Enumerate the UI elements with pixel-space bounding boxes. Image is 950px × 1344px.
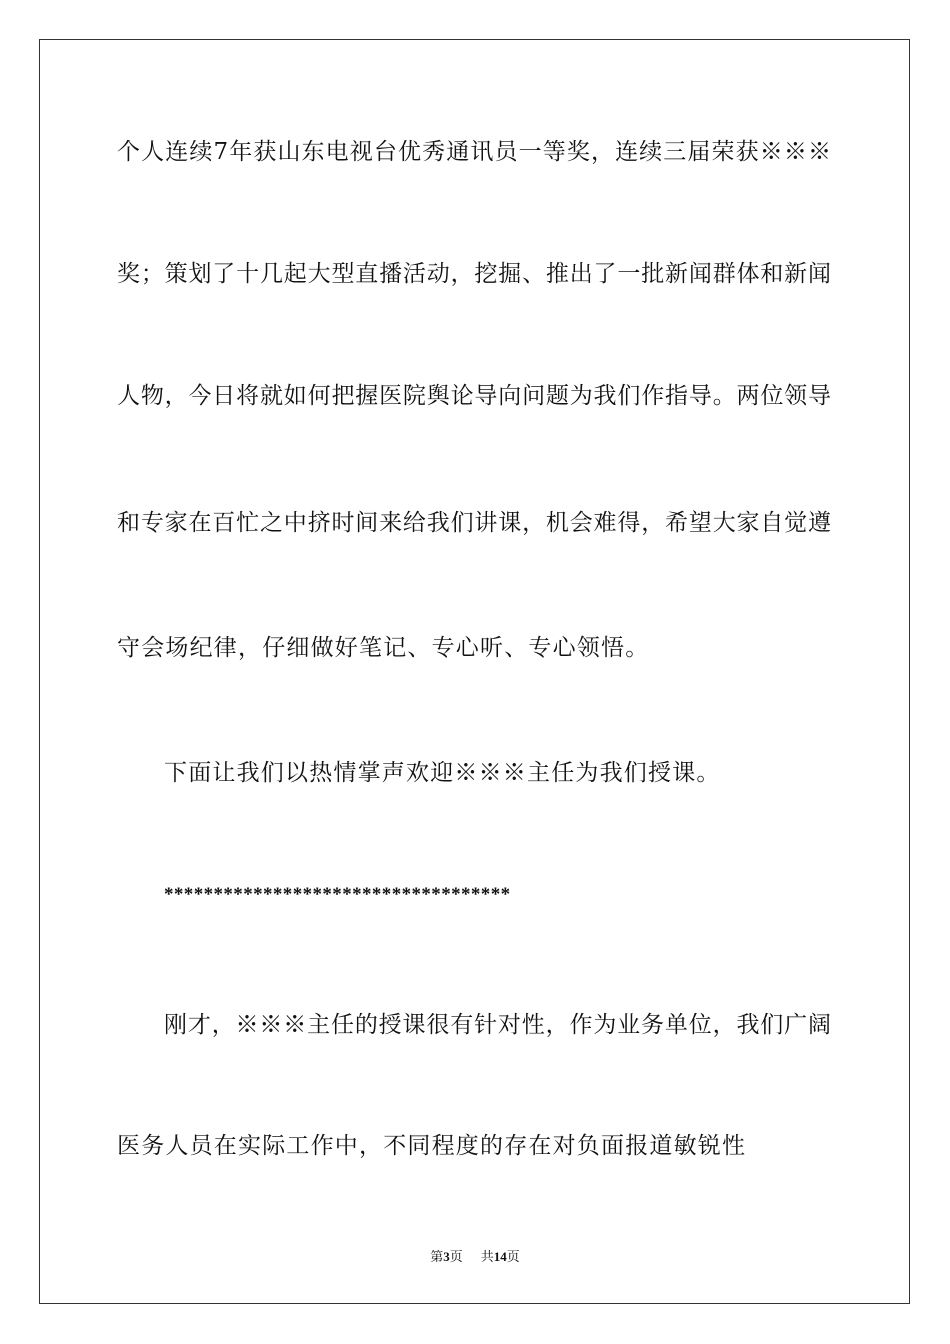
paragraph-line-8: 刚才，※※※主任的授课很有针对性，作为业务单位，我们广阔 xyxy=(164,1012,831,1038)
paragraph-line-1: 个人连续7年获山东电视台优秀通讯员一等奖，连续三届荣获※※※ xyxy=(117,139,831,165)
page-border xyxy=(39,39,910,1304)
paragraph-line-9: 医务人员在实际工作中，不同程度的存在对负面报道敏锐性 xyxy=(117,1133,747,1159)
separator-stars: *********************************** xyxy=(164,884,511,905)
paragraph-line-2: 奖；策划了十几起大型直播活动，挖掘、推出了一批新闻群体和新闻 xyxy=(117,261,831,287)
paragraph-line-5: 守会场纪律，仔细做好笔记、专心听、专心领悟。 xyxy=(117,635,650,661)
paragraph-line-6: 下面让我们以热情掌声欢迎※※※主任为我们授课。 xyxy=(164,760,721,786)
paragraph-line-3: 人物，今日将就如何把握医院舆论导向问题为我们作指导。两位领导 xyxy=(117,383,831,409)
footer-total-prefix: 共 xyxy=(480,1249,494,1264)
page-footer xyxy=(0,1248,950,1266)
footer-total-suffix: 页 xyxy=(506,1249,520,1264)
footer-page-suffix: 页 xyxy=(449,1249,463,1264)
paragraph-line-4: 和专家在百忙之中挤时间来给我们讲课，机会难得，希望大家自觉遵 xyxy=(117,510,831,536)
footer-page-number: 3 xyxy=(443,1249,450,1264)
footer-page-prefix: 第 xyxy=(430,1249,444,1264)
footer-total-pages: 14 xyxy=(493,1249,507,1264)
